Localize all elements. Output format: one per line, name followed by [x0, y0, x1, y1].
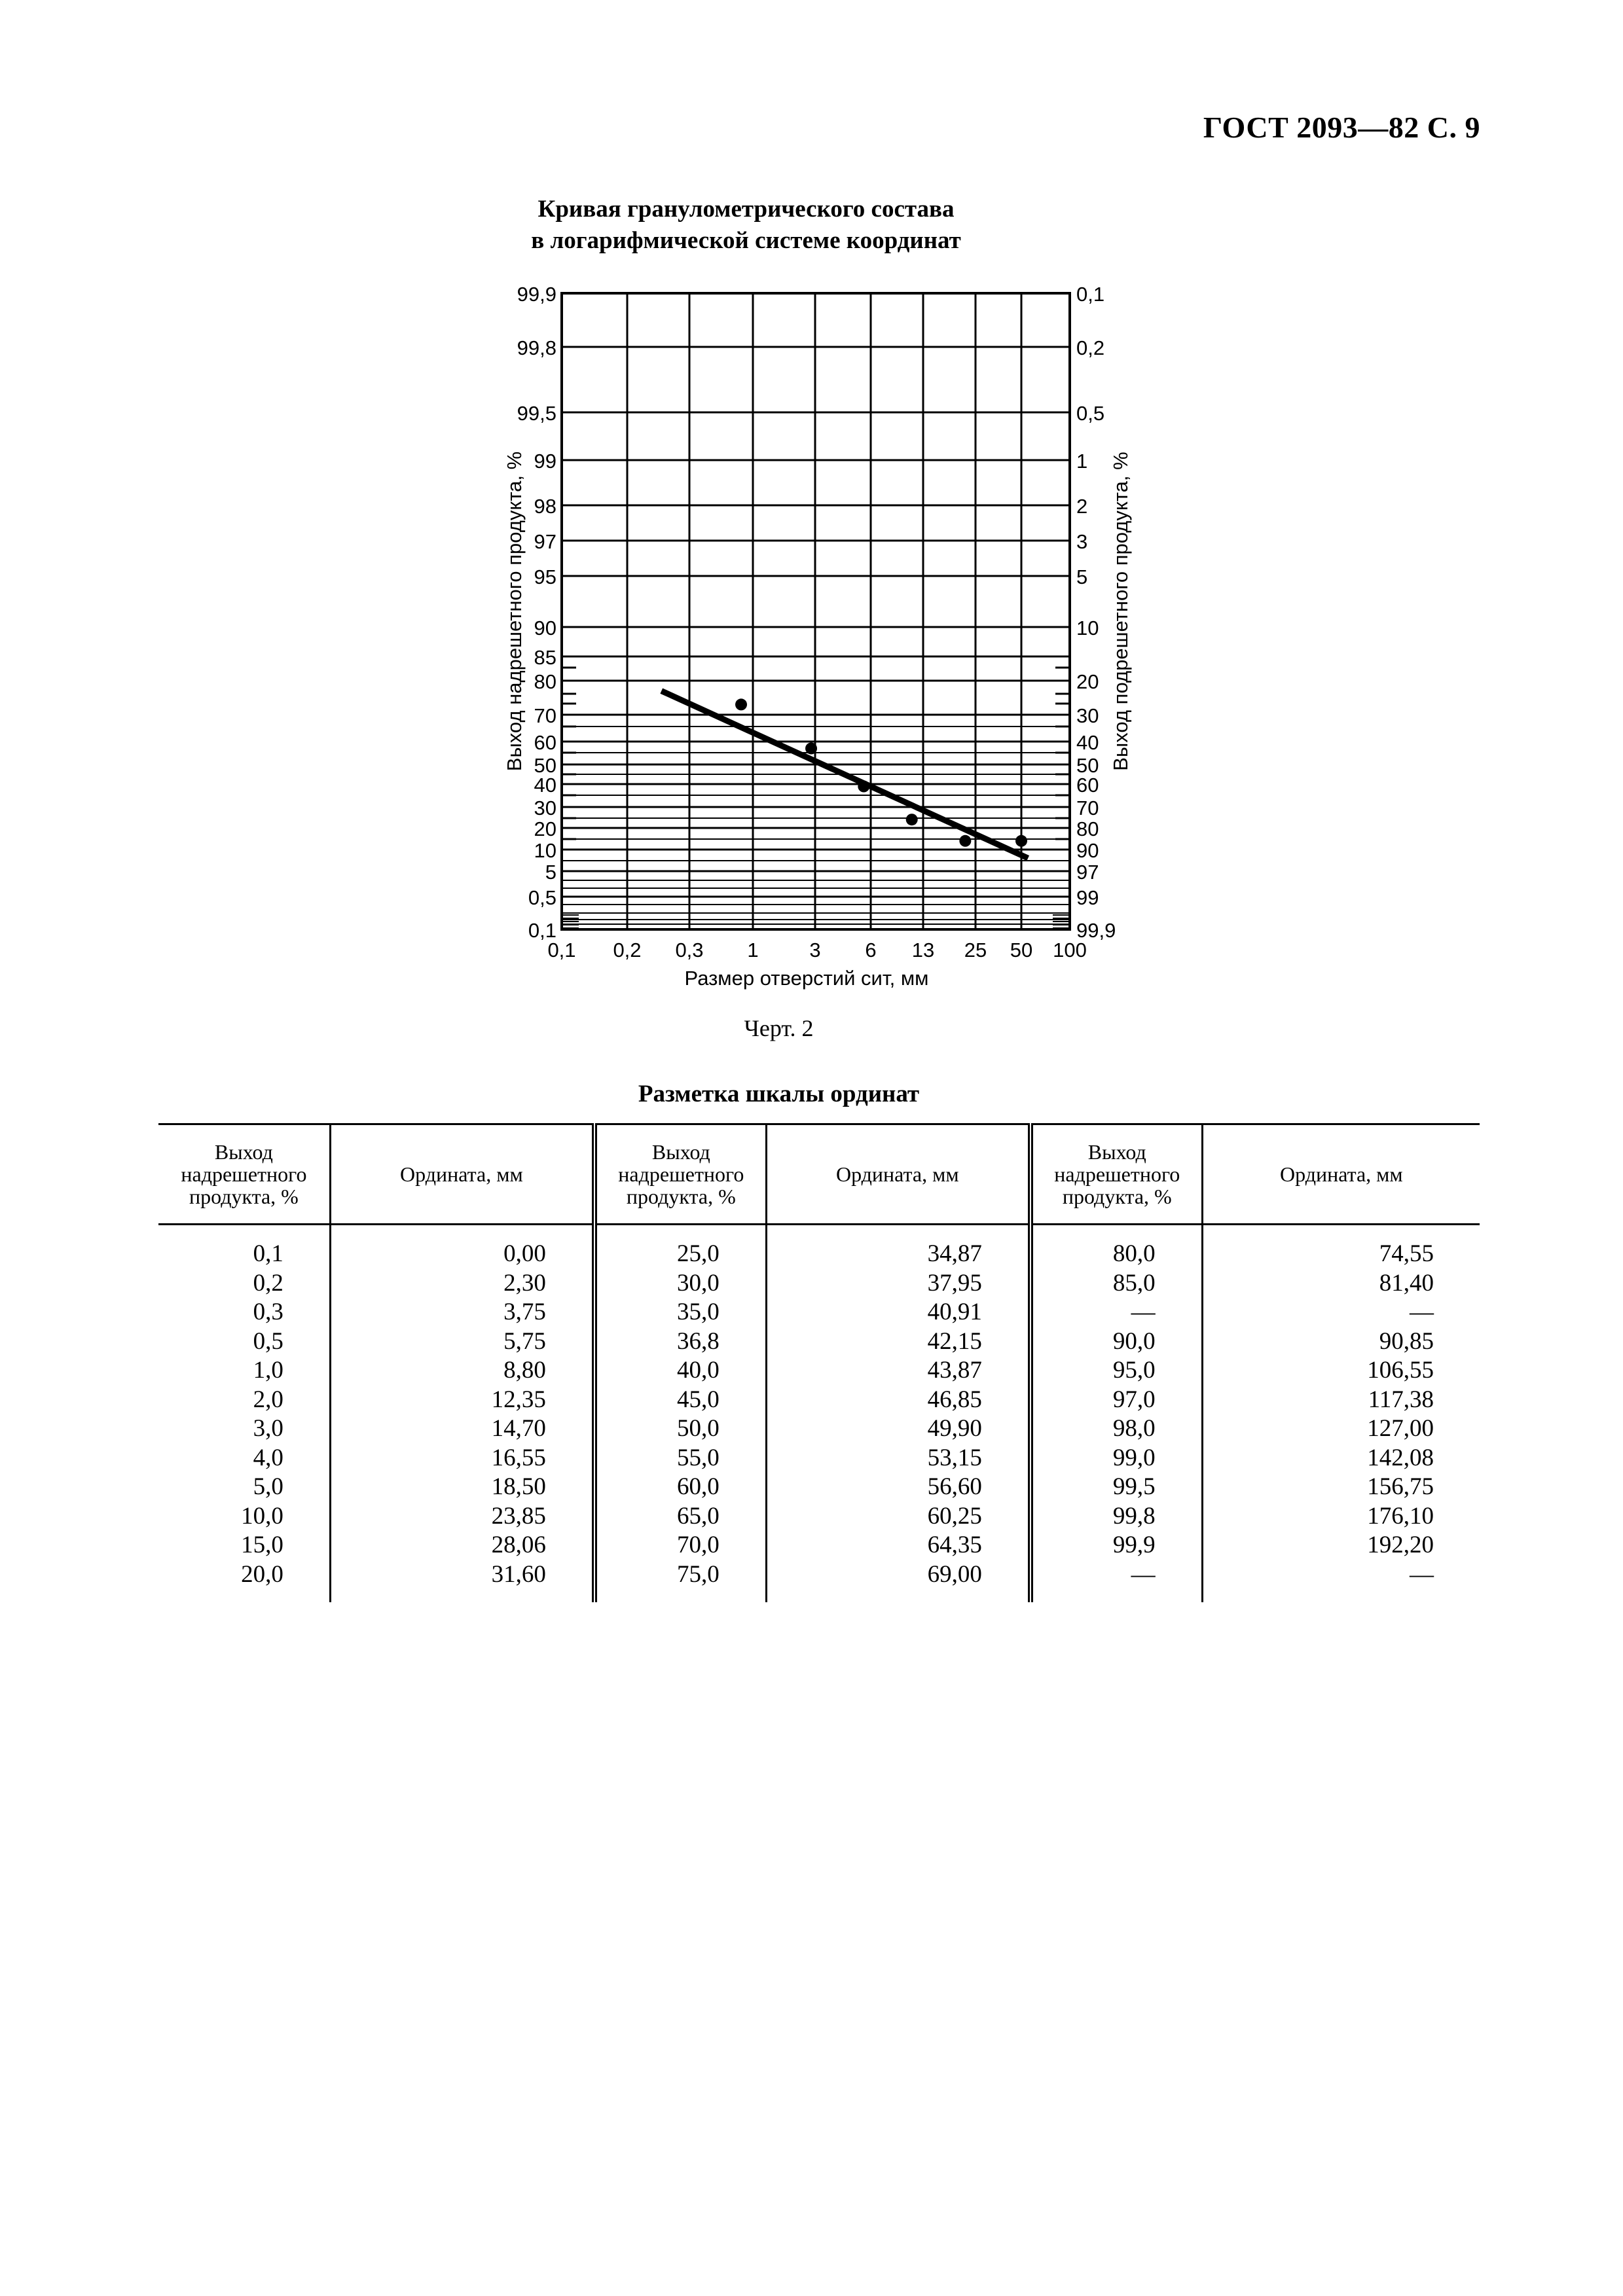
y-right-tick-label: 2 — [1076, 495, 1088, 518]
x-tick-label: 0,1 — [547, 939, 576, 961]
ordinate-cell: 176,10 — [1367, 1502, 1434, 1530]
table-row — [158, 1327, 1480, 1357]
y-left-tick-label: 99,5 — [517, 402, 556, 425]
ordinate-cell: 192,20 — [1367, 1532, 1434, 1558]
ordinate-cell: 37,95 — [766, 1269, 1030, 1299]
yield-cell: 0,2 — [158, 1269, 330, 1299]
yield-cell: 85,0 — [1030, 1269, 1202, 1299]
y-right-tick-label: 99,9 — [1076, 919, 1116, 942]
data-point — [805, 743, 817, 755]
ordinate-cell: 90,85 — [1379, 1327, 1434, 1355]
ordinate-cell: 56,60 — [766, 1473, 1030, 1502]
y-right-tick-label: 70 — [1076, 797, 1099, 819]
y-right-tick-label: 80 — [1076, 817, 1099, 840]
y-right-tick-label: 0,1 — [1076, 283, 1105, 306]
table-row — [158, 1560, 1480, 1603]
y-right-tick-label: 30 — [1076, 704, 1099, 727]
yield-cell: 4,0 — [158, 1444, 330, 1473]
ordinate-cell: 31,60 — [330, 1560, 594, 1603]
yield-cell: 3,0 — [158, 1414, 330, 1444]
yield-cell: 15,0 — [158, 1531, 330, 1560]
document-code: ГОСТ 2093—82 С. 9 — [1203, 111, 1480, 144]
y-left-tick-label: 30 — [534, 797, 556, 819]
table-header-row — [158, 1124, 1480, 1225]
yield-cell: 0,5 — [158, 1327, 330, 1357]
y-right-tick-label: 20 — [1076, 670, 1099, 693]
table-row — [158, 1444, 1480, 1473]
ordinate-cell: 28,06 — [330, 1531, 594, 1560]
y-right-tick-label: 1 — [1076, 450, 1088, 473]
yield-cell: 99,8 — [1030, 1502, 1202, 1532]
ordinate-cell: 49,90 — [766, 1414, 1030, 1444]
table-row — [158, 1356, 1480, 1386]
table-row — [158, 1473, 1480, 1502]
chart-title-line-2: в логарифмической системе координат — [531, 227, 961, 254]
yield-cell: 95,0 — [1030, 1356, 1202, 1386]
ordinate-cell: 5,75 — [330, 1327, 594, 1357]
y-right-tick-label: 50 — [1076, 754, 1099, 777]
y-right-tick-label: 99 — [1076, 886, 1099, 909]
ordinate-cell: 23,85 — [330, 1502, 594, 1532]
y-left-tick-label: 97 — [534, 530, 556, 553]
ordinate-cell: 127,00 — [1367, 1415, 1434, 1442]
table-row — [158, 1386, 1480, 1415]
ordinate-cell: 34,87 — [766, 1225, 1030, 1269]
ordinate-cell: 3,75 — [330, 1298, 594, 1327]
x-axis-label: Размер отверстий сит, мм — [684, 967, 929, 990]
yield-cell: 0,1 — [158, 1225, 330, 1269]
data-point — [858, 781, 869, 793]
table-row — [158, 1502, 1480, 1532]
y-left-tick-label: 80 — [534, 670, 556, 693]
yield-cell: 90,0 — [1030, 1327, 1202, 1357]
header-yield-2: Выход надрешетного продукта, % — [594, 1124, 766, 1225]
y-right-axis-label: Выход подрешетного продукта, % — [1109, 452, 1132, 771]
table-title: Разметка шкалы ординат — [638, 1081, 920, 1107]
table-row — [158, 1225, 1480, 1269]
ordinate-cell: 64,35 — [766, 1531, 1030, 1560]
yield-cell: 36,8 — [594, 1327, 766, 1357]
yield-cell: 30,0 — [594, 1269, 766, 1299]
x-tick-label: 6 — [865, 939, 877, 961]
yield-cell: 97,0 — [1030, 1386, 1202, 1415]
ordinate-cell: 42,15 — [766, 1327, 1030, 1357]
data-point — [1015, 835, 1027, 847]
y-left-tick-label: 5 — [545, 861, 556, 884]
header-ordinate-2: Ордината, мм — [766, 1124, 1030, 1225]
ordinate-cell: 0,00 — [330, 1225, 594, 1269]
x-tick-label: 0,3 — [675, 939, 704, 961]
yield-cell: 5,0 — [158, 1473, 330, 1502]
ordinate-cell: 156,75 — [1367, 1473, 1434, 1500]
y-right-tick-label: 60 — [1076, 774, 1099, 797]
ordinate-scale-table — [158, 1123, 1480, 1602]
y-left-tick-label: 90 — [534, 617, 556, 639]
table-row — [158, 1269, 1480, 1299]
yield-cell: 1,0 — [158, 1356, 330, 1386]
ordinate-cell: — — [1410, 1299, 1434, 1325]
y-left-tick-label: 50 — [534, 754, 556, 777]
granulometric-chart — [0, 0, 1623, 1021]
yield-cell: 60,0 — [594, 1473, 766, 1502]
y-left-tick-label: 40 — [534, 774, 556, 797]
ordinate-cell: 40,91 — [766, 1298, 1030, 1327]
y-right-tick-label: 10 — [1076, 617, 1099, 639]
ordinate-cell: 43,87 — [766, 1356, 1030, 1386]
ordinate-cell: 18,50 — [330, 1473, 594, 1502]
y-right-tick-label: 90 — [1076, 839, 1099, 862]
yield-cell: 0,3 — [158, 1298, 330, 1327]
data-point — [906, 814, 918, 825]
yield-cell: 80,0 — [1030, 1225, 1202, 1269]
y-left-tick-label: 85 — [534, 646, 556, 669]
y-right-tick-label: 40 — [1076, 731, 1099, 754]
x-tick-label: 0,2 — [613, 939, 642, 961]
ordinate-cell: 60,25 — [766, 1502, 1030, 1532]
ordinate-cell: 2,30 — [330, 1269, 594, 1299]
y-left-tick-label: 99,9 — [517, 283, 556, 306]
x-tick-label: 13 — [911, 939, 935, 961]
chart-title-line-1: Кривая гранулометрического состава — [538, 196, 955, 223]
x-tick-label: 100 — [1053, 939, 1087, 961]
x-tick-label: 25 — [964, 939, 987, 961]
ordinate-cell: 12,35 — [330, 1386, 594, 1415]
yield-cell: 99,9 — [1030, 1531, 1202, 1560]
y-left-tick-label: 99 — [534, 450, 556, 473]
yield-cell: 55,0 — [594, 1444, 766, 1473]
yield-cell: 98,0 — [1030, 1414, 1202, 1444]
header-yield-1: Выход надрешетного продукта, % — [158, 1124, 330, 1225]
y-right-tick-label: 5 — [1076, 565, 1088, 588]
yield-cell: 99,0 — [1030, 1444, 1202, 1473]
y-left-tick-label: 70 — [534, 704, 556, 727]
ordinate-cell: 117,38 — [1368, 1386, 1434, 1413]
yield-cell: 10,0 — [158, 1502, 330, 1532]
ordinate-cell: 53,15 — [766, 1444, 1030, 1473]
ordinate-cell: 81,40 — [1379, 1269, 1434, 1297]
ordinate-cell: — — [1410, 1560, 1434, 1588]
yield-cell: — — [1030, 1560, 1202, 1603]
data-point — [959, 835, 971, 847]
data-point — [735, 698, 747, 710]
table-row — [158, 1531, 1480, 1560]
y-left-tick-label: 20 — [534, 817, 556, 840]
yield-cell: 40,0 — [594, 1356, 766, 1386]
y-right-tick-label: 3 — [1076, 530, 1088, 553]
yield-cell: 50,0 — [594, 1414, 766, 1444]
y-left-tick-label: 99,8 — [517, 336, 556, 359]
ordinate-cell: 142,08 — [1367, 1444, 1434, 1471]
ordinate-cell: 16,55 — [330, 1444, 594, 1473]
y-left-tick-label: 98 — [534, 495, 556, 518]
figure-caption: Черт. 2 — [744, 1015, 814, 1041]
y-left-axis-label: Выход надрешетного продукта, % — [503, 451, 526, 772]
ordinate-cell: 8,80 — [330, 1356, 594, 1386]
yield-cell: 99,5 — [1030, 1473, 1202, 1502]
y-left-tick-label: 95 — [534, 565, 556, 588]
y-left-tick-label: 0,5 — [528, 886, 556, 909]
header-ordinate-1: Ордината, мм — [330, 1124, 594, 1225]
ordinate-cell: 106,55 — [1367, 1357, 1434, 1384]
header-yield-3: Выход надрешетного продукта, % — [1030, 1124, 1202, 1225]
ordinate-cell: 74,55 — [1379, 1240, 1434, 1267]
ordinate-cell: 46,85 — [766, 1386, 1030, 1415]
y-left-tick-label: 0,1 — [528, 919, 556, 942]
x-tick-label: 50 — [1010, 939, 1033, 961]
yield-cell: — — [1030, 1298, 1202, 1327]
x-tick-label: 1 — [747, 939, 759, 961]
yield-cell: 20,0 — [158, 1560, 330, 1603]
yield-cell: 2,0 — [158, 1386, 330, 1415]
yield-cell: 75,0 — [594, 1560, 766, 1603]
yield-cell: 70,0 — [594, 1531, 766, 1560]
header-ordinate-3: Ордината, мм — [1202, 1124, 1480, 1225]
yield-cell: 25,0 — [594, 1225, 766, 1269]
y-right-tick-label: 97 — [1076, 861, 1099, 884]
y-right-tick-label: 0,2 — [1076, 336, 1105, 359]
ordinate-cell: 69,00 — [766, 1560, 1030, 1603]
ordinate-cell: 14,70 — [330, 1414, 594, 1444]
y-left-tick-label: 10 — [534, 839, 556, 862]
x-tick-label: 3 — [809, 939, 821, 961]
y-left-tick-label: 60 — [534, 731, 556, 754]
table-row — [158, 1414, 1480, 1444]
yield-cell: 65,0 — [594, 1502, 766, 1532]
table-row — [158, 1298, 1480, 1327]
y-right-tick-label: 0,5 — [1076, 402, 1105, 425]
yield-cell: 45,0 — [594, 1386, 766, 1415]
yield-cell: 35,0 — [594, 1298, 766, 1327]
